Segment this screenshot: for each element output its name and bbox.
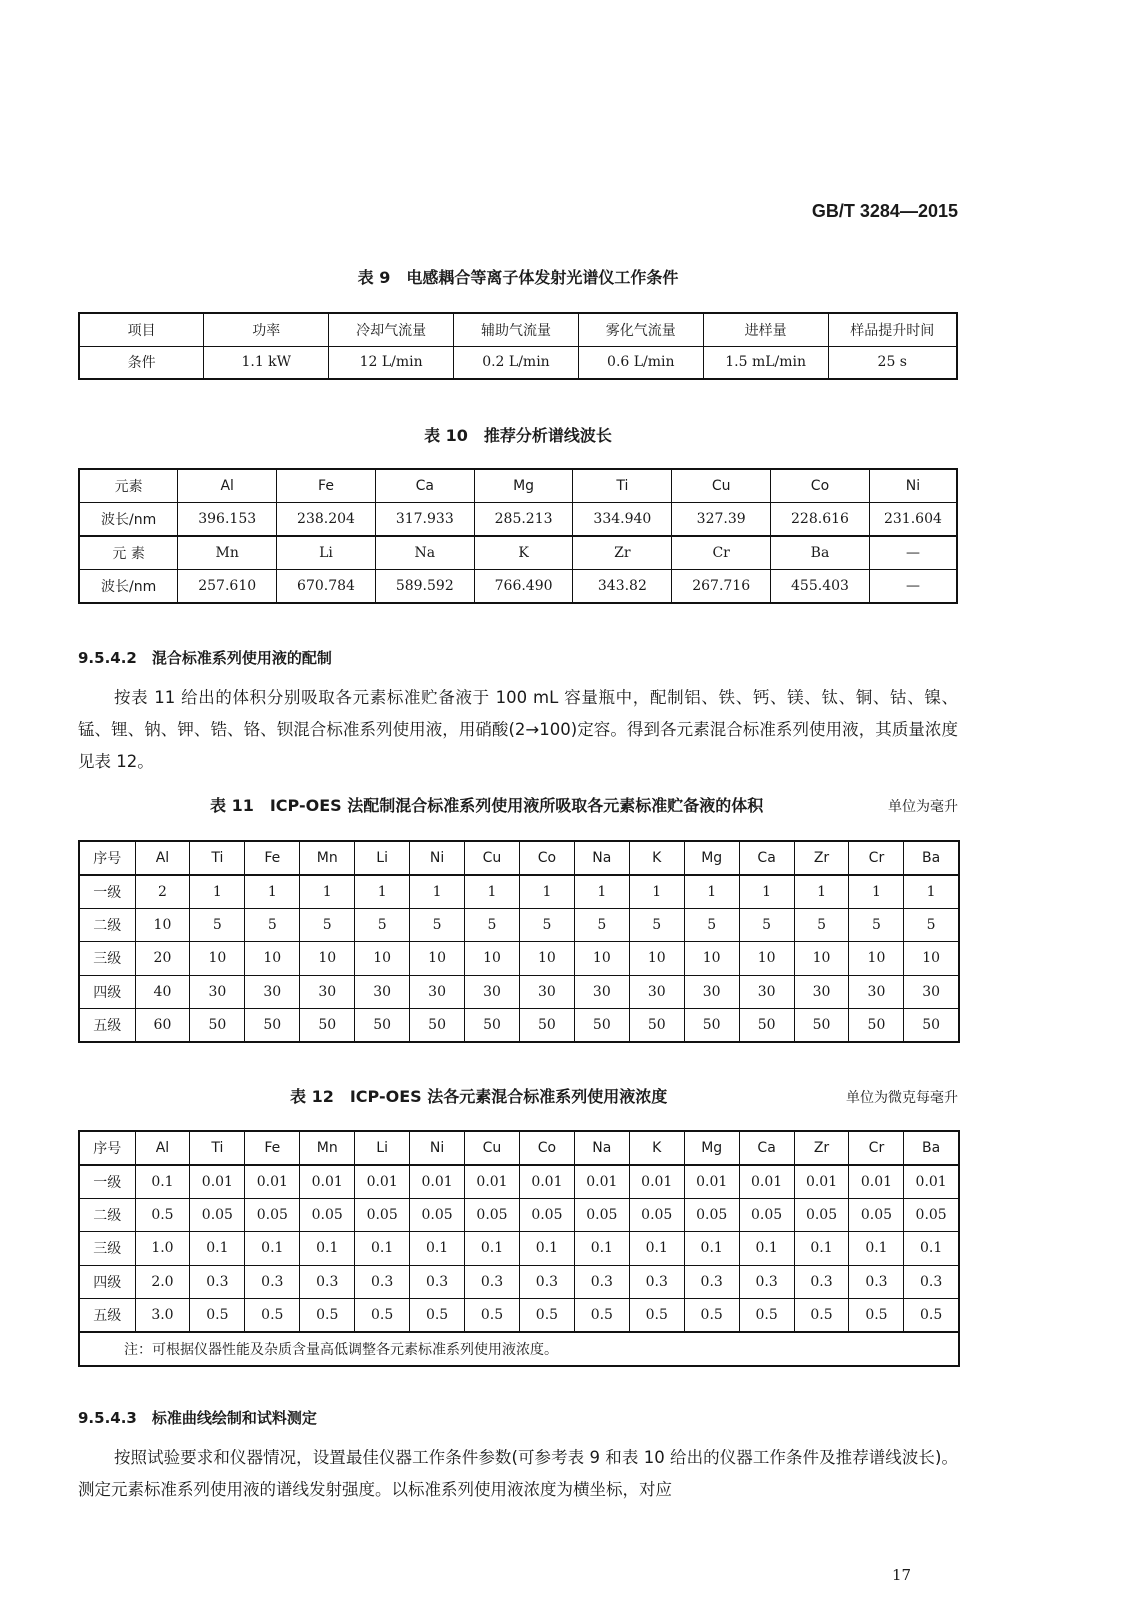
table-cell: 5 [465,908,520,942]
table-cell: 0.1 [245,1232,300,1266]
table-cell: 50 [849,1009,904,1043]
table-cell: 50 [684,1009,739,1043]
table-row [79,1299,959,1333]
table-header-cell: Fe [245,1131,300,1165]
table-header-cell: 三级 [79,1232,135,1266]
table-cell: 10 [904,942,959,976]
section-9542-heading: 9.5.4.2 混合标准系列使用液的配制 [78,649,332,667]
table10-caption: 表 10 推荐分析谱线波长 [424,426,612,445]
table-cell: 50 [629,1009,684,1043]
table-cell: 231.604 [869,503,957,537]
table-header-cell: 波长/nm [79,503,178,537]
table-cell: 12 L/min [329,346,454,379]
table-cell: 0.05 [684,1198,739,1232]
table-cell: 30 [519,975,574,1009]
table-cell: 0.3 [684,1265,739,1299]
table-cell: Li [277,536,376,570]
table9-caption: 表 9 电感耦合等离子体发射光谱仪工作条件 [357,268,679,287]
table-header-cell: Ni [410,1131,465,1165]
table-cell: 0.3 [519,1265,574,1299]
table-cell: 0.1 [190,1232,245,1266]
section-9542-paragraph: 按表 11 给出的体积分别吸取各元素标准贮备液于 100 mL 容量瓶中，配制铝、铁、钙、镁、钛、铜、钴、镍、锰、锂、钠、钾、锆、铬、钡混合标准系列使用液，用硝酸(2→100)定容。得到各元素混合标准系列使用液，其质量浓度见表 12。 [78,688,958,771]
table-cell: 285.213 [474,503,573,537]
table-cell: 343.82 [573,570,672,604]
table-header-cell: Ni [869,469,957,503]
table-cell: 3.0 [135,1299,190,1333]
table-cell: 60 [135,1009,190,1043]
table-cell: 0.5 [300,1299,355,1333]
standard-code: GB/T 3284—2015 [811,201,958,221]
table-cell: 20 [135,942,190,976]
table-cell: 1 [849,875,904,909]
table-cell: 0.3 [465,1265,520,1299]
table-header-cell: Co [519,1131,574,1165]
table-cell: 257.610 [178,570,277,604]
table-header-cell: Mg [684,1131,739,1165]
table-header-cell: Co [771,469,870,503]
table-cell: 0.01 [410,1165,465,1199]
table-header-cell: Fe [277,469,376,503]
table-cell: 0.5 [410,1299,465,1333]
table-header-cell: Ba [904,1131,959,1165]
table-cell: 0.1 [629,1232,684,1266]
table-cell: 327.39 [672,503,771,537]
table-cell: 50 [410,1009,465,1043]
table-header-cell: 项目 [79,313,204,346]
table-cell: 1 [739,875,794,909]
table-header-cell: Zr [794,1131,849,1165]
table-cell: 1 [519,875,574,909]
table-cell: 30 [684,975,739,1009]
table-cell: 10 [684,942,739,976]
table-cell: 0.5 [684,1299,739,1333]
table-cell: 334.940 [573,503,672,537]
table-cell: 0.01 [629,1165,684,1199]
table-header-cell: 样品提升时间 [828,313,957,346]
table-cell: 0.1 [519,1232,574,1266]
table-cell: 10 [519,942,574,976]
table-cell: 10 [190,942,245,976]
section-9543-paragraph: 按照试验要求和仪器情况，设置最佳仪器工作条件参数(可参考表 9 和表 10 给出的仪器工作条件及推荐谱线波长)。测定元素标准系列使用液的谱线发射强度。以标准系列使用液浓度为横坐标，对应 [78,1448,958,1499]
table-cell: 766.490 [474,570,573,604]
table-cell: 10 [465,942,520,976]
table-header-cell: Zr [794,841,849,875]
table-cell: 5 [794,908,849,942]
table-cell: Ba [771,536,870,570]
table-cell: 30 [355,975,410,1009]
table-header-cell: Cu [465,841,520,875]
table-header-cell: 波长/nm [79,570,178,604]
table-cell: 50 [190,1009,245,1043]
table-header-cell: Ca [375,469,474,503]
table-cell: 0.01 [190,1165,245,1199]
table12 [78,1130,960,1367]
table-cell: 0.1 [135,1165,190,1199]
table-header-cell: Ti [190,841,245,875]
table-cell: 5 [300,908,355,942]
table-header-cell: 序号 [79,1131,135,1165]
table-header-cell: 三级 [79,942,135,976]
table-row [79,570,957,604]
table-cell: 0.1 [684,1232,739,1266]
table-row [79,1009,959,1043]
table-row [79,346,957,379]
table-cell: 0.5 [739,1299,794,1333]
table-header-cell: Mg [684,841,739,875]
table-header-cell: Cr [849,1131,904,1165]
table-cell: 0.3 [849,1265,904,1299]
table-row [79,536,957,570]
table-cell: 50 [519,1009,574,1043]
table-cell: 10 [135,908,190,942]
table-header-cell: Na [574,1131,629,1165]
table-cell: 10 [574,942,629,976]
table-header-cell: Al [135,841,190,875]
table-cell: 455.403 [771,570,870,604]
table-cell: 0.2 L/min [454,346,579,379]
table-cell: 50 [355,1009,410,1043]
table-cell: 0.05 [574,1198,629,1232]
table-header-cell: 辅助气流量 [454,313,579,346]
table-cell: 2 [135,875,190,909]
table-cell: 0.1 [355,1232,410,1266]
table-cell: Zr [573,536,672,570]
table-cell: 0.01 [355,1165,410,1199]
table-cell: 238.204 [277,503,376,537]
table-cell: 30 [629,975,684,1009]
table-header-cell: 雾化气流量 [578,313,703,346]
table-cell: 0.3 [410,1265,465,1299]
table-row [79,1165,959,1199]
table-cell: 5 [904,908,959,942]
table10 [78,468,958,604]
table-cell: 30 [794,975,849,1009]
table-cell: 1.1 kW [204,346,329,379]
table-cell: 10 [629,942,684,976]
table11-unit: 单位为毫升 [888,799,958,815]
table-header-cell: 四级 [79,1265,135,1299]
table-cell: 0.5 [355,1299,410,1333]
table-cell: 0.05 [519,1198,574,1232]
table-cell: 50 [300,1009,355,1043]
table-cell: 5 [739,908,794,942]
table-cell: 0.3 [245,1265,300,1299]
table-cell: 317.933 [375,503,474,537]
table-row [79,975,959,1009]
table-cell: 267.716 [672,570,771,604]
table-note: 注：可根据仪器性能及杂质含量高低调整各元素标准系列使用液浓度。 [79,1332,959,1366]
table-cell: 30 [190,975,245,1009]
table-cell: 50 [465,1009,520,1043]
table-cell: 10 [849,942,904,976]
table-cell: — [869,570,957,604]
table-cell: 1 [190,875,245,909]
table-row [79,1232,959,1266]
table-header-row [79,1131,959,1165]
table-cell: 0.01 [465,1165,520,1199]
table-cell: 50 [739,1009,794,1043]
table-header-cell: Ti [190,1131,245,1165]
table-cell: 1 [465,875,520,909]
table-header-cell: Co [519,841,574,875]
table-cell: Mn [178,536,277,570]
section-9543-heading: 9.5.4.3 标准曲线绘制和试料测定 [78,1409,317,1427]
table-header-cell: Al [135,1131,190,1165]
table-header-cell: 序号 [79,841,135,875]
table-cell: 0.05 [629,1198,684,1232]
table-header-cell: 元 素 [79,536,178,570]
table-cell: 5 [519,908,574,942]
table-cell: 670.784 [277,570,376,604]
table-cell: 1 [300,875,355,909]
table-cell: 1.0 [135,1232,190,1266]
table-cell: 10 [355,942,410,976]
table-cell: 0.01 [849,1165,904,1199]
table-header-cell: Ca [739,841,794,875]
table-cell: 0.1 [465,1232,520,1266]
table-cell: 30 [300,975,355,1009]
table-note-row [79,1332,959,1366]
table-header-cell: Cr [849,841,904,875]
table-cell: 30 [849,975,904,1009]
table-cell: 0.1 [904,1232,959,1266]
table-cell: 0.01 [794,1165,849,1199]
table-cell: 10 [245,942,300,976]
table-cell: 0.1 [794,1232,849,1266]
table-cell: 0.05 [794,1198,849,1232]
table-header-cell: Cu [672,469,771,503]
table-cell: 50 [904,1009,959,1043]
table-header-cell: Li [355,1131,410,1165]
table-cell: 0.01 [519,1165,574,1199]
table-cell: 1 [629,875,684,909]
table-header-cell: 五级 [79,1009,135,1043]
table-cell: 10 [410,942,465,976]
table-cell: 0.1 [849,1232,904,1266]
table-cell: 1 [410,875,465,909]
table-cell: 0.1 [574,1232,629,1266]
table-cell: Cr [672,536,771,570]
table-row [79,503,957,537]
table-cell: 0.5 [519,1299,574,1333]
table-cell: 0.1 [300,1232,355,1266]
table-header-cell: 一级 [79,1165,135,1199]
table12-caption: 表 12 ICP-OES 法各元素混合标准系列使用液浓度 [290,1087,668,1106]
table-cell: 0.01 [739,1165,794,1199]
table-header-cell: Ni [410,841,465,875]
table-cell: 1 [684,875,739,909]
table-cell: 30 [465,975,520,1009]
table-cell: 0.3 [629,1265,684,1299]
table-cell: 0.05 [904,1198,959,1232]
table-cell: 0.5 [904,1299,959,1333]
table-cell: 0.3 [355,1265,410,1299]
table-cell: 0.5 [465,1299,520,1333]
table-header-cell: 二级 [79,1198,135,1232]
table-cell: 0.3 [190,1265,245,1299]
table-cell: 0.05 [245,1198,300,1232]
table-cell: 0.5 [245,1299,300,1333]
table-cell: 1 [355,875,410,909]
table-cell: 228.616 [771,503,870,537]
table-cell: 0.3 [794,1265,849,1299]
table-cell: K [474,536,573,570]
table-cell: 5 [684,908,739,942]
table-row [79,908,959,942]
table-cell: 0.01 [684,1165,739,1199]
table-cell: 10 [300,942,355,976]
table-cell: 0.05 [465,1198,520,1232]
table11-caption: 表 11 ICP-OES 法配制混合标准系列使用液所吸取各元素标准贮备液的体积 [210,796,764,815]
table-header-cell: Ti [573,469,672,503]
table-row [79,1198,959,1232]
table11 [78,840,960,1043]
table-header-cell: Ca [739,1131,794,1165]
table-cell: 30 [904,975,959,1009]
table-cell: 0.01 [904,1165,959,1199]
table-header-cell: 冷却气流量 [329,313,454,346]
table12-unit: 单位为微克每毫升 [846,1090,958,1106]
table-cell: 0.05 [739,1198,794,1232]
table-cell: 5 [849,908,904,942]
table-cell: 1.5 mL/min [703,346,828,379]
table-cell: 0.05 [849,1198,904,1232]
table-header-row [79,841,959,875]
table-header-cell: Li [355,841,410,875]
table-cell: 0.05 [410,1198,465,1232]
table-cell: 0.5 [849,1299,904,1333]
table-header-row [79,469,957,503]
table-cell: 1 [245,875,300,909]
table-cell: 30 [739,975,794,1009]
table-header-cell: 元素 [79,469,178,503]
table-header-cell: 四级 [79,975,135,1009]
table-cell: 1 [794,875,849,909]
table-cell: 30 [410,975,465,1009]
table-header-cell: 五级 [79,1299,135,1333]
table-cell: 0.1 [739,1232,794,1266]
table-cell: 10 [739,942,794,976]
table-cell: 589.592 [375,570,474,604]
table-cell: 50 [574,1009,629,1043]
page-number: 17 [892,1566,912,1584]
table-row [79,875,959,909]
table-cell: 5 [410,908,465,942]
table-cell: 0.3 [739,1265,794,1299]
table-header-cell: Fe [245,841,300,875]
table-cell: 50 [245,1009,300,1043]
table-cell: 1 [574,875,629,909]
table-cell: 0.01 [245,1165,300,1199]
table9 [78,312,958,380]
table-cell: Na [375,536,474,570]
table-cell: — [869,536,957,570]
table-header-cell: 进样量 [703,313,828,346]
table-header-cell: 二级 [79,908,135,942]
table-header-cell: 一级 [79,875,135,909]
table-cell: 0.5 [574,1299,629,1333]
table-header-cell: Ba [904,841,959,875]
table-cell: 0.5 [190,1299,245,1333]
table-cell: 50 [794,1009,849,1043]
table-cell: 5 [355,908,410,942]
table-cell: 2.0 [135,1265,190,1299]
table-header-cell: 条件 [79,346,204,379]
table-header-cell: K [629,1131,684,1165]
table-header-cell: Cu [465,1131,520,1165]
table-cell: 5 [190,908,245,942]
table-cell: 396.153 [178,503,277,537]
table-header-cell: Na [574,841,629,875]
table-cell: 25 s [828,346,957,379]
table-cell: 0.05 [300,1198,355,1232]
table-cell: 0.01 [574,1165,629,1199]
table-header-cell: 功率 [204,313,329,346]
table-header-cell: Mn [300,841,355,875]
table-row [79,1265,959,1299]
table-cell: 5 [245,908,300,942]
table-header-row [79,313,957,346]
table-cell: 10 [794,942,849,976]
table-cell: 0.05 [190,1198,245,1232]
table-cell: 1 [904,875,959,909]
table-cell: 40 [135,975,190,1009]
table-header-cell: Al [178,469,277,503]
table-cell: 0.5 [135,1198,190,1232]
table-header-cell: Mn [300,1131,355,1165]
table-header-cell: K [629,841,684,875]
table-cell: 0.3 [904,1265,959,1299]
table-header-cell: Mg [474,469,573,503]
table-cell: 30 [245,975,300,1009]
table-cell: 5 [629,908,684,942]
table-cell: 0.5 [794,1299,849,1333]
table-cell: 0.1 [410,1232,465,1266]
table-cell: 0.05 [355,1198,410,1232]
table-cell: 0.6 L/min [578,346,703,379]
table-cell: 5 [574,908,629,942]
table-cell: 0.3 [300,1265,355,1299]
table-row [79,942,959,976]
table-cell: 0.3 [574,1265,629,1299]
table-cell: 0.01 [300,1165,355,1199]
table-cell: 0.5 [629,1299,684,1333]
table-cell: 30 [574,975,629,1009]
